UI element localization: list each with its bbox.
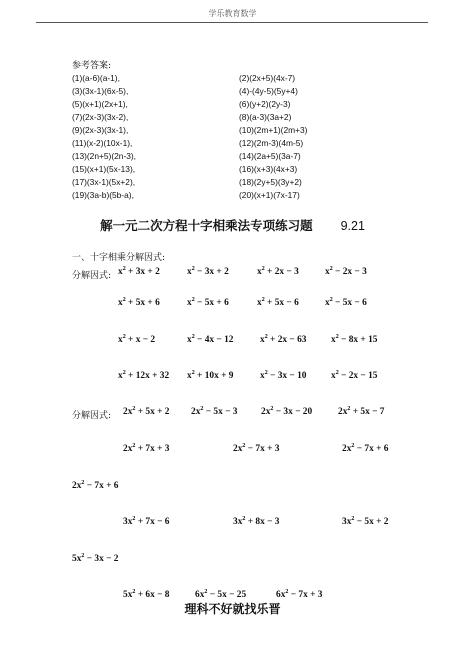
problem-expression: $2x^2 - 3x - 20$ — [261, 406, 313, 417]
answer-item: (15)(x+1)(5x-13), — [72, 164, 136, 174]
problem-expression: $x^2 - 5x - 6$ — [325, 297, 367, 308]
answer-item: (12)(2m-3)(4m-5) — [239, 138, 304, 148]
answer-item: (19)(3a-b)(5b-a), — [72, 190, 134, 200]
answer-item: (16)(x+3)(4x+3) — [239, 164, 298, 174]
problem-expression: $x^2 - 2x - 3$ — [325, 266, 367, 277]
problem-expression: $2x^2 + 5x + 2$ — [123, 406, 170, 417]
answer-item: (3)(3x-1)(6x-5), — [72, 86, 129, 96]
problem-expression: $x^2 - 8x + 15$ — [331, 334, 378, 345]
problem-expression: $x^2 + x - 2$ — [118, 334, 156, 345]
title-number: 9.21 — [340, 219, 365, 233]
problem-expression: $x^2 + 2x - 3$ — [257, 266, 299, 277]
problem-expression: $3x^2 - 5x + 2$ — [342, 516, 389, 527]
answer-item: (1)(a-6)(a-1), — [72, 73, 120, 83]
prompt-label: 分解因式: — [72, 271, 112, 281]
answer-item: (5)(x+1)(2x+1), — [72, 99, 128, 109]
problem-expression: $2x^2 - 7x + 6$ — [342, 443, 389, 454]
problem-expression: $x^2 + 12x + 32$ — [118, 370, 170, 381]
problem-expression: $x^2 + 10x + 9$ — [187, 370, 234, 381]
problem-expression: $5x^2 + 6x - 8$ — [123, 589, 170, 600]
answer-item: (9)(2x-3)(3x-1), — [72, 125, 129, 135]
problem-expression: $2x^2 - 7x + 3$ — [233, 443, 280, 454]
answers-label: 参考答案: — [72, 61, 112, 71]
problem-expression: $x^2 - 5x + 6$ — [187, 297, 229, 308]
page-header: 学乐教育数学 — [208, 9, 257, 18]
problem-expression: $3x^2 + 8x - 3$ — [233, 516, 280, 527]
problem-expression: $5x^2 - 3x - 2$ — [72, 553, 119, 564]
section-heading: 一、十字相乘分解因式: — [72, 253, 166, 263]
answer-item: (8)(a-3)(3a+2) — [239, 112, 292, 122]
answer-item: (6)(y+2)(2y-3) — [239, 99, 291, 109]
problem-expression: $x^2 - 3x - 10$ — [260, 370, 307, 381]
title-text: 解一元二次方程十字相乘法专项练习题 — [100, 218, 313, 233]
problem-expression: $2x^2 + 7x + 3$ — [123, 443, 170, 454]
problem-expression: $x^2 + 3x + 2$ — [118, 266, 160, 277]
answer-item: (10)(2m+1)(2m+3) — [239, 125, 308, 135]
header-rule — [36, 22, 428, 23]
problem-expression: $2x^2 - 7x + 6$ — [72, 480, 119, 491]
problem-expression: $2x^2 - 5x - 3$ — [191, 406, 238, 417]
problem-expression: $3x^2 + 7x - 6$ — [123, 516, 170, 527]
problem-expression: $6x^2 - 7x + 3$ — [276, 589, 323, 600]
problem-expression: $6x^2 - 5x - 25$ — [195, 589, 247, 600]
answer-item: (7)(2x-3)(3x-2), — [72, 112, 129, 122]
problem-expression: $x^2 - 3x + 2$ — [187, 266, 229, 277]
problem-expression: $x^2 - 4x - 12$ — [187, 334, 234, 345]
problem-expression: $x^2 + 2x - 63$ — [260, 334, 307, 345]
footer-text: 理科不好就找乐晋 — [184, 602, 281, 616]
answer-item: (13)(2n+5)(2n-3), — [72, 151, 137, 161]
answer-item: (14)(2a+5)(3a-7) — [239, 151, 301, 161]
problem-expression: $x^2 - 2x - 15$ — [331, 370, 378, 381]
page-title — [0, 216, 465, 234]
answer-item: (17)(3x-1)(5x+2), — [72, 177, 136, 187]
problem-expression: $x^2 + 5x - 6$ — [257, 297, 299, 308]
answer-item: (4)-(4y-5)(5y+4) — [239, 86, 298, 96]
problem-expression: $2x^2 + 5x - 7$ — [338, 406, 385, 417]
answer-item: (18)(2y+5)(3y+2) — [239, 177, 302, 187]
problem-expression: $x^2 + 5x + 6$ — [118, 297, 160, 308]
prompt-label: 分解因式: — [72, 411, 112, 421]
answer-item: (11)(x-2)(10x-1), — [72, 138, 133, 148]
answer-item: (2)(2x+5)(4x-7) — [239, 73, 296, 83]
answer-item: (20)(x+1)(7x-17) — [239, 190, 300, 200]
